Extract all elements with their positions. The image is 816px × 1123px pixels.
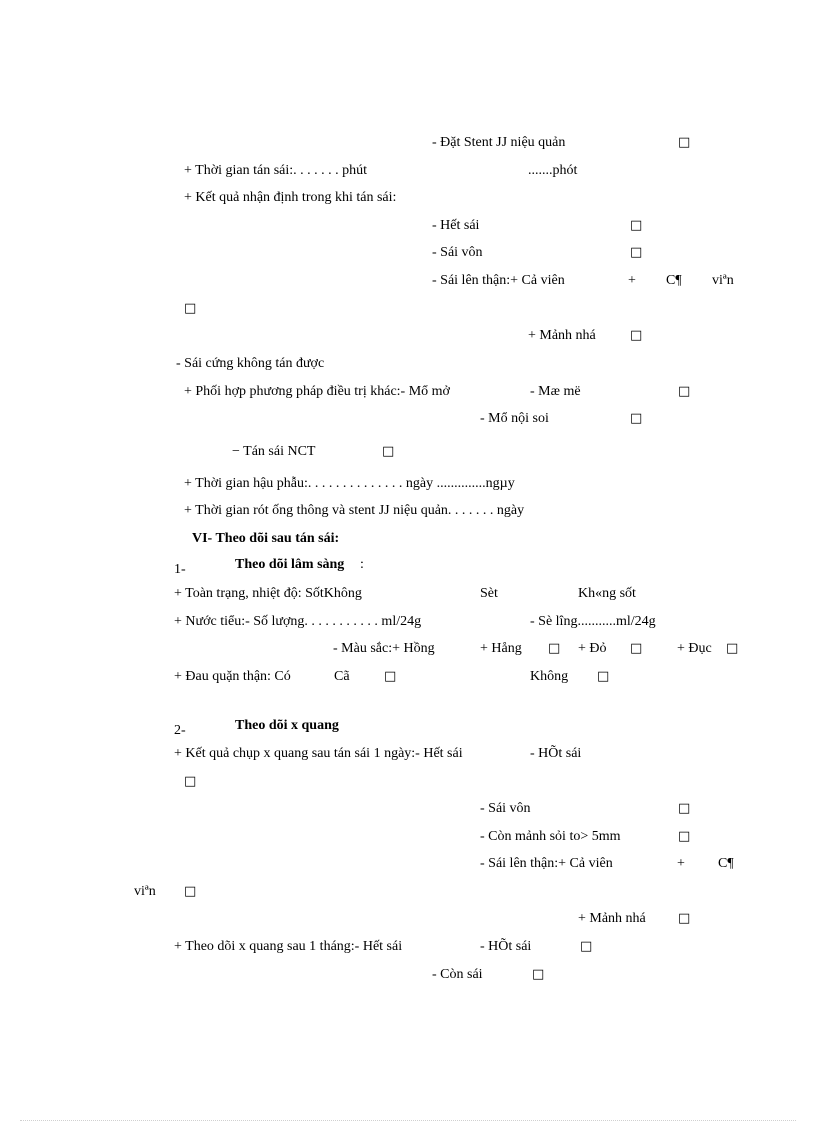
checkbox-icon[interactable]: □ bbox=[630, 328, 643, 343]
checkbox-icon[interactable]: □ bbox=[630, 245, 643, 260]
checkbox-icon[interactable]: □ bbox=[580, 939, 593, 954]
checkbox-icon[interactable]: □ bbox=[184, 884, 197, 899]
option-red: + Đỏ bbox=[578, 641, 607, 656]
option-stone-to-kidney: - Sái lên thận:+ Cả viên bbox=[432, 273, 565, 288]
checkbox-icon[interactable]: □ bbox=[678, 384, 691, 399]
general-condition: + Toàn trạng, nhiệt độ: SốtKhông bbox=[174, 586, 362, 601]
plus-mark: + bbox=[677, 856, 685, 871]
garbled-text: viªn bbox=[712, 273, 734, 288]
option-nct: − Tán sái NCT bbox=[232, 444, 316, 459]
xray-result-1day: + Kết quả chụp x quang sau tán sái 1 ngày:- Hết sái bbox=[174, 746, 463, 761]
checkbox-icon[interactable]: □ bbox=[548, 641, 561, 656]
plus-mark: + bbox=[628, 273, 636, 288]
garbled-text: - HÕt sái bbox=[480, 939, 532, 954]
option-steinstrasse: - Sái vôn bbox=[432, 245, 483, 260]
option-small-fragments: + Mảnh nhá bbox=[528, 328, 596, 343]
xray-1month: + Theo dõi x quang sau 1 tháng:- Hết sái bbox=[174, 939, 403, 954]
colon: : bbox=[360, 557, 364, 572]
option-stone-to-kidney: - Sái lên thận:+ Cả viên bbox=[480, 856, 613, 871]
checkbox-icon[interactable]: □ bbox=[678, 829, 691, 844]
subsection-heading-xray: Theo dõi x quang bbox=[235, 718, 339, 733]
checkbox-icon[interactable]: □ bbox=[678, 135, 691, 150]
option-small-fragments: + Mảnh nhá bbox=[578, 911, 646, 926]
garbled-text: Cã bbox=[334, 669, 350, 684]
renal-colic: + Đau quặn thận: Có bbox=[174, 669, 291, 684]
lithotripsy-time-alt: .......phót bbox=[528, 163, 578, 178]
checkbox-icon[interactable]: □ bbox=[630, 411, 643, 426]
option-stone-free: - Hết sái bbox=[432, 218, 480, 233]
garbled-text: C¶ bbox=[666, 273, 682, 288]
checkbox-icon[interactable]: □ bbox=[184, 301, 197, 316]
garbled-text: - Sè lîng...........ml/24g bbox=[530, 614, 656, 629]
checkbox-icon[interactable]: □ bbox=[532, 967, 545, 982]
garbled-text: + Hång bbox=[480, 641, 522, 656]
subsection-number: 1- bbox=[174, 562, 186, 577]
option-cloudy: + Đục bbox=[677, 641, 712, 656]
checkbox-icon[interactable]: □ bbox=[597, 669, 610, 684]
result-heading: + Kết quả nhận định trong khi tán sái: bbox=[184, 190, 397, 205]
garbled-text: Kh«ng sốt bbox=[578, 586, 636, 601]
post-op-time: + Thời gian hậu phẫu:. . . . . . . . . . . . . . ngày ..............ngµy bbox=[184, 476, 515, 491]
checkbox-icon[interactable]: □ bbox=[630, 641, 643, 656]
urine-volume: + Nước tiểu:- Số lượng. . . . . . . . . . . ml/24g bbox=[174, 614, 422, 629]
option-large-fragment: - Còn mảnh sỏi to> 5mm bbox=[480, 829, 621, 844]
hard-stone-line: - Sái cứng không tán được bbox=[176, 356, 325, 371]
option-residual-stone: - Còn sái bbox=[432, 967, 483, 982]
checkbox-icon[interactable]: □ bbox=[184, 774, 197, 789]
garbled-text: - HÕt sái bbox=[530, 746, 582, 761]
garbled-text: - Mæ më bbox=[530, 384, 581, 399]
section-heading-vi: VI- Theo dõi sau tán sái: bbox=[192, 531, 340, 546]
urine-color: - Màu sắc:+ Hồng bbox=[333, 641, 435, 656]
page-bottom-divider bbox=[20, 1120, 796, 1121]
checkbox-icon[interactable]: □ bbox=[678, 911, 691, 926]
option-no: Không bbox=[530, 669, 569, 684]
checkbox-icon[interactable]: □ bbox=[630, 218, 643, 233]
checkbox-icon[interactable]: □ bbox=[678, 801, 691, 816]
tube-removal-time: + Thời gian rót ống thông và stent JJ niệu quản. . . . . . . ngày bbox=[184, 503, 525, 518]
subsection-heading-clinical: Theo dõi lâm sàng bbox=[235, 557, 345, 572]
checkbox-icon[interactable]: □ bbox=[382, 444, 395, 459]
garbled-text: C¶ bbox=[718, 856, 734, 871]
lithotripsy-time: + Thời gian tán sái:. . . . . . . phút bbox=[184, 163, 368, 178]
garbled-text: viªn bbox=[134, 884, 156, 899]
option-endoscopy: - Mổ nội soi bbox=[480, 411, 549, 426]
garbled-text: Sèt bbox=[480, 586, 498, 601]
subsection-number: 2- bbox=[174, 723, 186, 738]
stent-option: - Đặt Stent JJ niệu quản bbox=[432, 135, 566, 150]
checkbox-icon[interactable]: □ bbox=[384, 669, 397, 684]
option-steinstrasse: - Sái vôn bbox=[480, 801, 531, 816]
combined-treatment: + Phối hợp phương pháp điều trị khác:- Mổ mở bbox=[184, 384, 450, 399]
checkbox-icon[interactable]: □ bbox=[726, 641, 739, 656]
